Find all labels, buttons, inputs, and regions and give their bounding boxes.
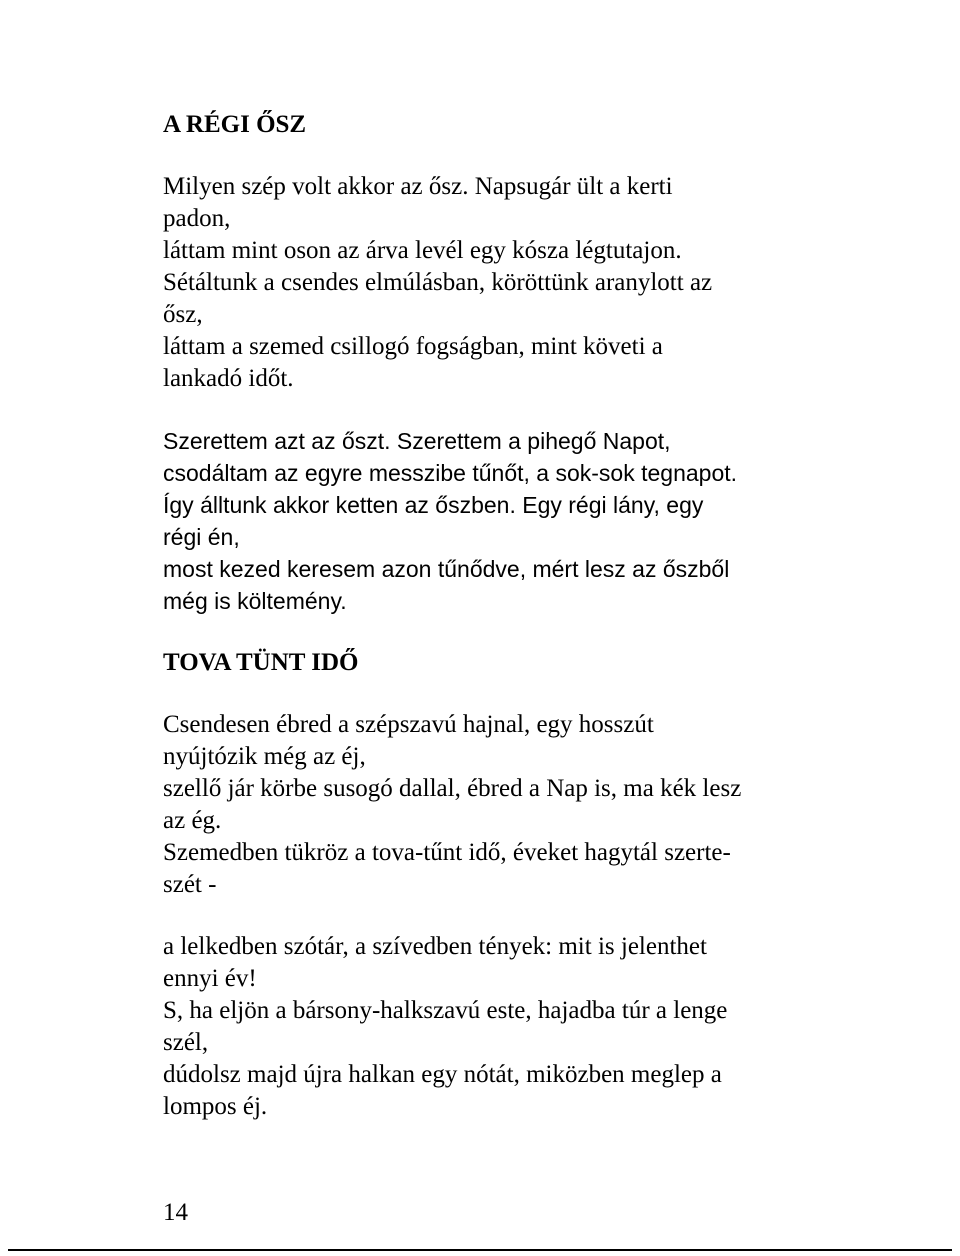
poem-line: lompos éj.	[163, 1093, 268, 1120]
poem-line: láttam a szemed csillogó fogságban, mint követi a	[163, 333, 663, 360]
poem-title-a-regi-osz: A RÉGI ŐSZ	[163, 111, 307, 138]
poem-line: szét -	[163, 871, 217, 898]
poem-line: még is költemény.	[163, 588, 347, 614]
poem-line: Sétáltunk a csendes elmúlásban, köröttünk aranylott az	[163, 269, 713, 296]
poem-line: ősz,	[163, 301, 203, 328]
poem-line: ennyi év!	[163, 965, 257, 992]
poem-line: Szerettem azt az őszt. Szerettem a pihegő Napot,	[163, 428, 671, 454]
poem-line: szellő jár körbe susogó dallal, ébred a Nap is, ma kék lesz	[163, 775, 742, 802]
poem-line: Szemedben tükröz a tova-tűnt idő, éveket hagytál szerte-	[163, 839, 731, 866]
poem-line: S, ha eljön a bársony-halkszavú este, hajadba túr a lenge	[163, 997, 728, 1024]
poem-line: az ég.	[163, 807, 222, 834]
poem-line: padon,	[163, 205, 231, 232]
poem-line: láttam mint oson az árva levél egy kósza légtutajon.	[163, 237, 682, 264]
poem-line: régi én,	[163, 524, 240, 550]
poem-title-tova-tunt-ido: TOVA TÜNT IDŐ	[163, 649, 359, 676]
poem-line: Milyen szép volt akkor az ősz. Napsugár ült a kerti	[163, 173, 673, 200]
poem-line: most kezed keresem azon tűnődve, mért lesz az őszből	[163, 556, 730, 582]
poem-line: dúdolsz majd újra halkan egy nótát, miközben meglep a	[163, 1061, 722, 1088]
poem-line: szél,	[163, 1029, 209, 1056]
footer-rule	[8, 1249, 952, 1251]
poem-line: lankadó időt.	[163, 365, 294, 392]
poem-line: nyújtózik még az éj,	[163, 743, 366, 770]
page-number: 14	[163, 1199, 188, 1226]
poem-line: Csendesen ébred a szépszavú hajnal, egy hosszút	[163, 711, 654, 738]
poem-line: a lelkedben szótár, a szívedben tények: mit is jelenthet	[163, 933, 707, 960]
poem-line: csodáltam az egyre messzibe tűnőt, a sok-sok tegnapot.	[163, 460, 738, 486]
poem-line: Így álltunk akkor ketten az őszben. Egy régi lány, egy	[163, 492, 704, 518]
